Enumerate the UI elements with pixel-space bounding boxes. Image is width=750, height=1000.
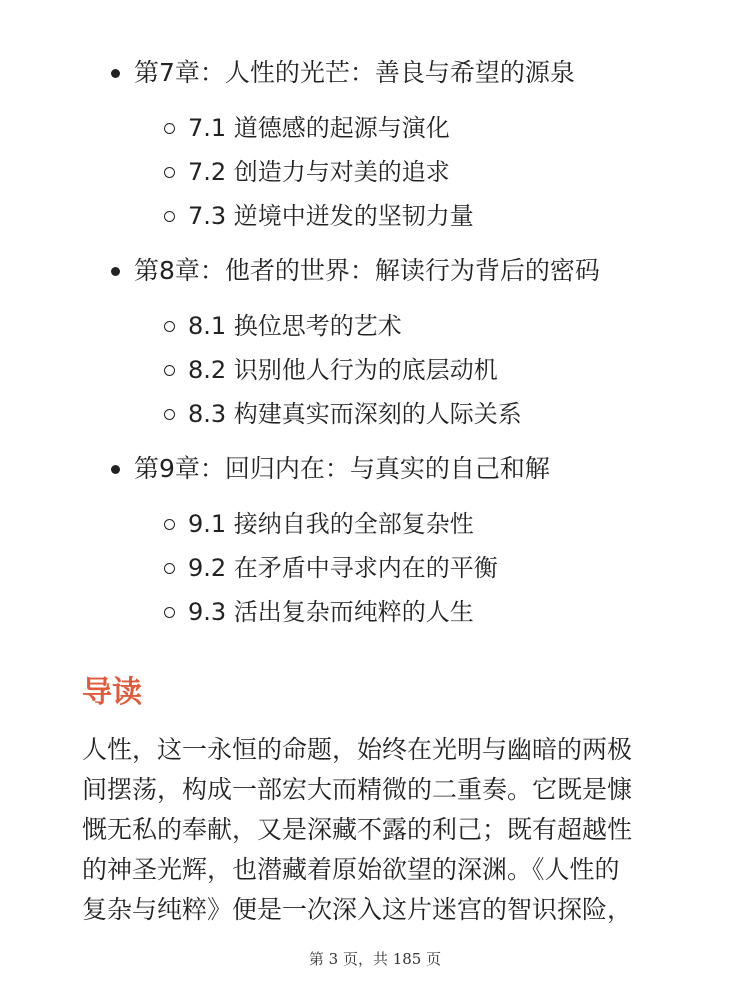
toc-chapter-8[interactable] [0,246,750,296]
hollow-bullet-icon [164,409,175,420]
toc-chapter-7[interactable] [0,48,750,98]
toc-section-7-2[interactable] [0,150,750,194]
section-title: 8.2 识别他人行为的底层动机 [188,356,498,384]
section-title: 9.3 活出复杂而纯粹的人生 [188,598,474,626]
bullet-icon [111,267,120,276]
hollow-bullet-icon [164,365,175,376]
section-title: 7.1 道德感的起源与演化 [188,114,450,142]
paragraph-line: 间摆荡，构成一部宏大而精微的二重奏。它既是慷 [82,775,633,804]
toc-section-8-2[interactable] [0,348,750,392]
toc-section-8-3[interactable] [0,392,750,436]
hollow-bullet-icon [164,211,175,222]
hollow-bullet-icon [164,563,175,574]
table-of-contents [0,48,750,642]
hollow-bullet-icon [164,519,175,530]
section-title: 9.1 接纳自我的全部复杂性 [188,510,474,538]
bullet-icon [111,465,120,474]
chapter-title: 第7章：人性的光芒：善良与希望的源泉 [134,58,575,87]
paragraph-line: 慨无私的奉献，又是深藏不露的利己；既有超越性 [82,815,633,844]
paragraph-line: 人性，这一永恒的命题，始终在光明与幽暗的两极 [82,735,633,764]
toc-section-7-3[interactable] [0,194,750,238]
hollow-bullet-icon [164,167,175,178]
section-title: 7.3 逆境中迸发的坚韧力量 [188,202,474,230]
section-title: 8.3 构建真实而深刻的人际关系 [188,400,522,428]
intro-paragraph [82,730,672,930]
toc-section-8-1[interactable] [0,304,750,348]
hollow-bullet-icon [164,123,175,134]
hollow-bullet-icon [164,607,175,618]
toc-section-7-1[interactable] [0,106,750,150]
page-number: 第 3 页，共 185 页 [308,950,442,968]
toc-section-9-2[interactable] [0,546,750,590]
toc-section-9-1[interactable] [0,502,750,546]
chapter-9-sections [0,494,750,642]
section-title: 7.2 创造力与对美的追求 [188,158,450,186]
paragraph-line: 的神圣光辉，也潜藏着原始欲望的深渊。《人性的 [82,855,620,884]
chapter-8-sections [0,296,750,444]
toc-section-9-3[interactable] [0,590,750,634]
chapter-title: 第9章：回归内在：与真实的自己和解 [134,454,550,483]
section-title: 9.2 在矛盾中寻求内在的平衡 [188,554,498,582]
hollow-bullet-icon [164,321,175,332]
intro-heading: 导读 [82,675,142,710]
section-title: 8.1 换位思考的艺术 [188,312,402,340]
chapter-title: 第8章：他者的世界：解读行为背后的密码 [134,256,600,285]
chapter-7-sections [0,98,750,246]
toc-chapter-9[interactable] [0,444,750,494]
paragraph-line: 复杂与纯粹》便是一次深入这片迷宫的智识探险， [82,895,633,924]
bullet-icon [111,69,120,78]
